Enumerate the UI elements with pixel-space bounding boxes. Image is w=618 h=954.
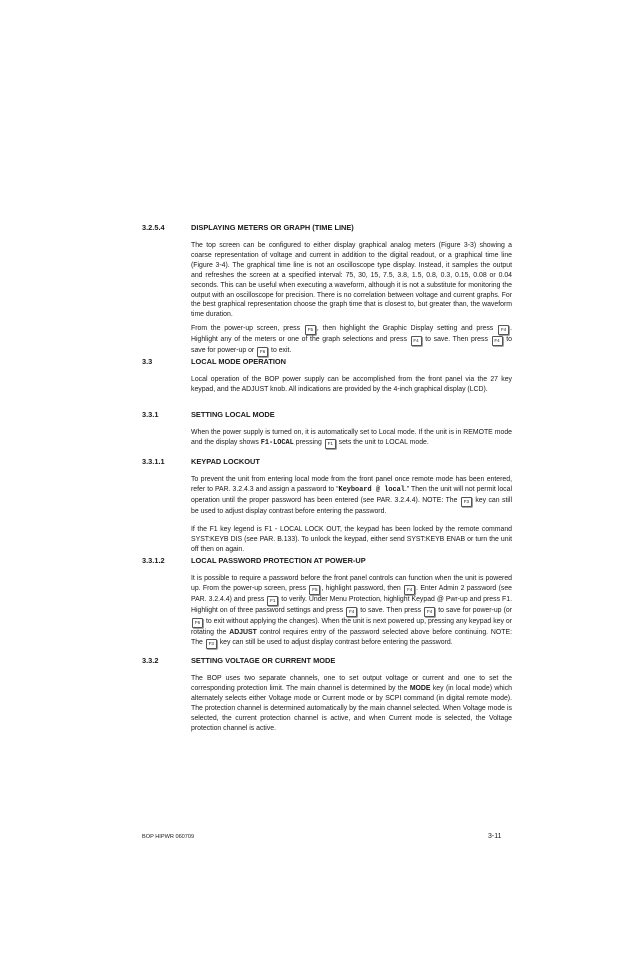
f1-key-icon: F1 [325,439,336,449]
section-title: DISPLAYING METERS OR GRAPH (TIME LINE) [191,223,354,232]
f4-key-icon: F4 [492,336,503,346]
paragraph: It is possible to require a password before the front panel controls can function when the unit is powered up. From the power-up screen, press F5 , highlight password, then F4 . Enter Admin 2 password (see PAR. 3.2.4.4) and press F1 to verify. Under Menu Protection, highlight Keypad @ Pwr-up and press F1. Highlight on of three password settings and press F4 to save. Then press F4 to save for power-up (or F6 to exit without applying the changes). When the unit is next powered up, pressing any keypad key or rotating the ADJUST control requires entry of the password selected above before continuing. NOTE: The F3 key can still be used to adjust display contrast before entering the password. [191,574,512,649]
paragraph: Local operation of the BOP power supply can be accomplished from the front panel via the 27 key keypad, and the ADJUST knob. All indications are provided by the 4-inch graphical display (LCD). [191,376,512,393]
f4-key-icon: F4 [411,336,422,346]
paragraph: The BOP uses two separate channels, one to set output voltage or current and one to set the corresponding protection limit. The main channel is determined by the MODE key (in local mode) which alternately selects either Voltage mode or Current mode or by SCPI command (in digital remote mode). The protection channel is determined automatically by the main channel selected. When Voltage mode is selected, the current protection channel is active, and when Current mode is selected, the Voltage protection channel is active. [191,675,512,732]
section-title: LOCAL PASSWORD PROTECTION AT POWER-UP [191,556,366,565]
section-number: 3.3.1.2 [142,556,165,565]
section-number: 3.3 [142,357,153,366]
f6-key-icon: F6 [257,347,268,357]
f4-key-icon: F4 [424,607,435,617]
section-title: KEYPAD LOCKOUT [191,457,260,466]
f3-key-icon: F3 [206,639,217,649]
section-3-3-1-2 [142,556,512,649]
paragraph: From the power-up screen, press F5 , then highlight the Graphic Display setting and press F4 . Highlight any of the meters or one of the graph selections and press F4 to save. Then press F4 to save for power-up or F6 to exit. [191,324,512,357]
adjust-knob-label: ADJUST [229,628,257,636]
page-number: 3-11 [488,833,502,840]
f1-key-icon: F1 [267,596,278,606]
paragraph: When the power supply is turned on, it is automatically set to Local mode. If the unit is in REMOTE mode and the display shows F1-LOCAL pressing F1 sets the unit to LOCAL mode. [191,429,512,447]
section-number: 3.3.1 [142,410,159,419]
section-3-3-1-1 [142,457,512,554]
section-number: 3.2.5.4 [142,223,165,232]
f4-key-icon: F4 [346,607,357,617]
section-title: SETTING VOLTAGE OR CURRENT MODE [191,656,336,665]
section-3-3-1 [142,410,512,449]
display-legend: F1-LOCAL [260,438,294,447]
f5-key-icon: F5 [305,325,316,335]
section-3-3 [142,357,512,395]
f6-key-icon: F6 [192,618,203,628]
f5-key-icon: F5 [309,585,320,595]
section-3-2-5-4 [142,223,512,357]
paragraph: If the F1 key legend is F1 - LOCAL LOCK OUT, the keypad has been locked by the remote command SYST:KEYB DIS (see PAR. B.133). To unlock the keypad, either send SYST:KEYB ENAB or turn the unit off then on again. [191,525,512,553]
paragraph: The top screen can be configured to either display graphical analog meters (Figure 3-3) showing a coarse representation of voltage and current in addition to the digital readout, or a graphical time line (Figure 3-4). The graphical time line is not an oscilloscope type display. Instead, it samples the output and refreshes the screen at a specified interval: 75, 30, 15, 7.5, 3.8, 1.5, 0.8, 0.3, 0.15, 0.08 or 0.04 seconds. This can be useful when executing a waveform, although it is not a substitute for monitoring the output with an oscilloscope for precision. There is no correlation between voltage and current graphs. For the best graphical representation choose the graph time that is closest to, but greater than, the waveform time duration. [191,242,512,319]
mode-key-label: MODE [409,684,431,692]
section-number: 3.3.1.1 [142,457,165,466]
f2-key-icon: F3 [461,497,472,507]
section-number: 3.3.2 [142,656,159,665]
f4-key-icon: F4 [498,325,509,335]
section-title: LOCAL MODE OPERATION [191,357,286,366]
section-3-3-2 [142,656,512,733]
password-target-label: Keyboard @ local [338,485,405,494]
paragraph: To prevent the unit from entering local mode from the front panel once remote mode has been entered, refer to PAR. 3.2.4.3 and assign a password to “Keyboard @ local.” Then the unit will not permit local operation until the proper password has been entered (see PAR. 3.2.4.4). NOTE: The F3 key can still be used to adjust display contrast before entering the password. [191,476,512,515]
footer-doc-id: BOP HIPWR 060709 [142,834,195,840]
section-title: SETTING LOCAL MODE [191,410,275,419]
f4-key-icon: F4 [404,585,415,595]
